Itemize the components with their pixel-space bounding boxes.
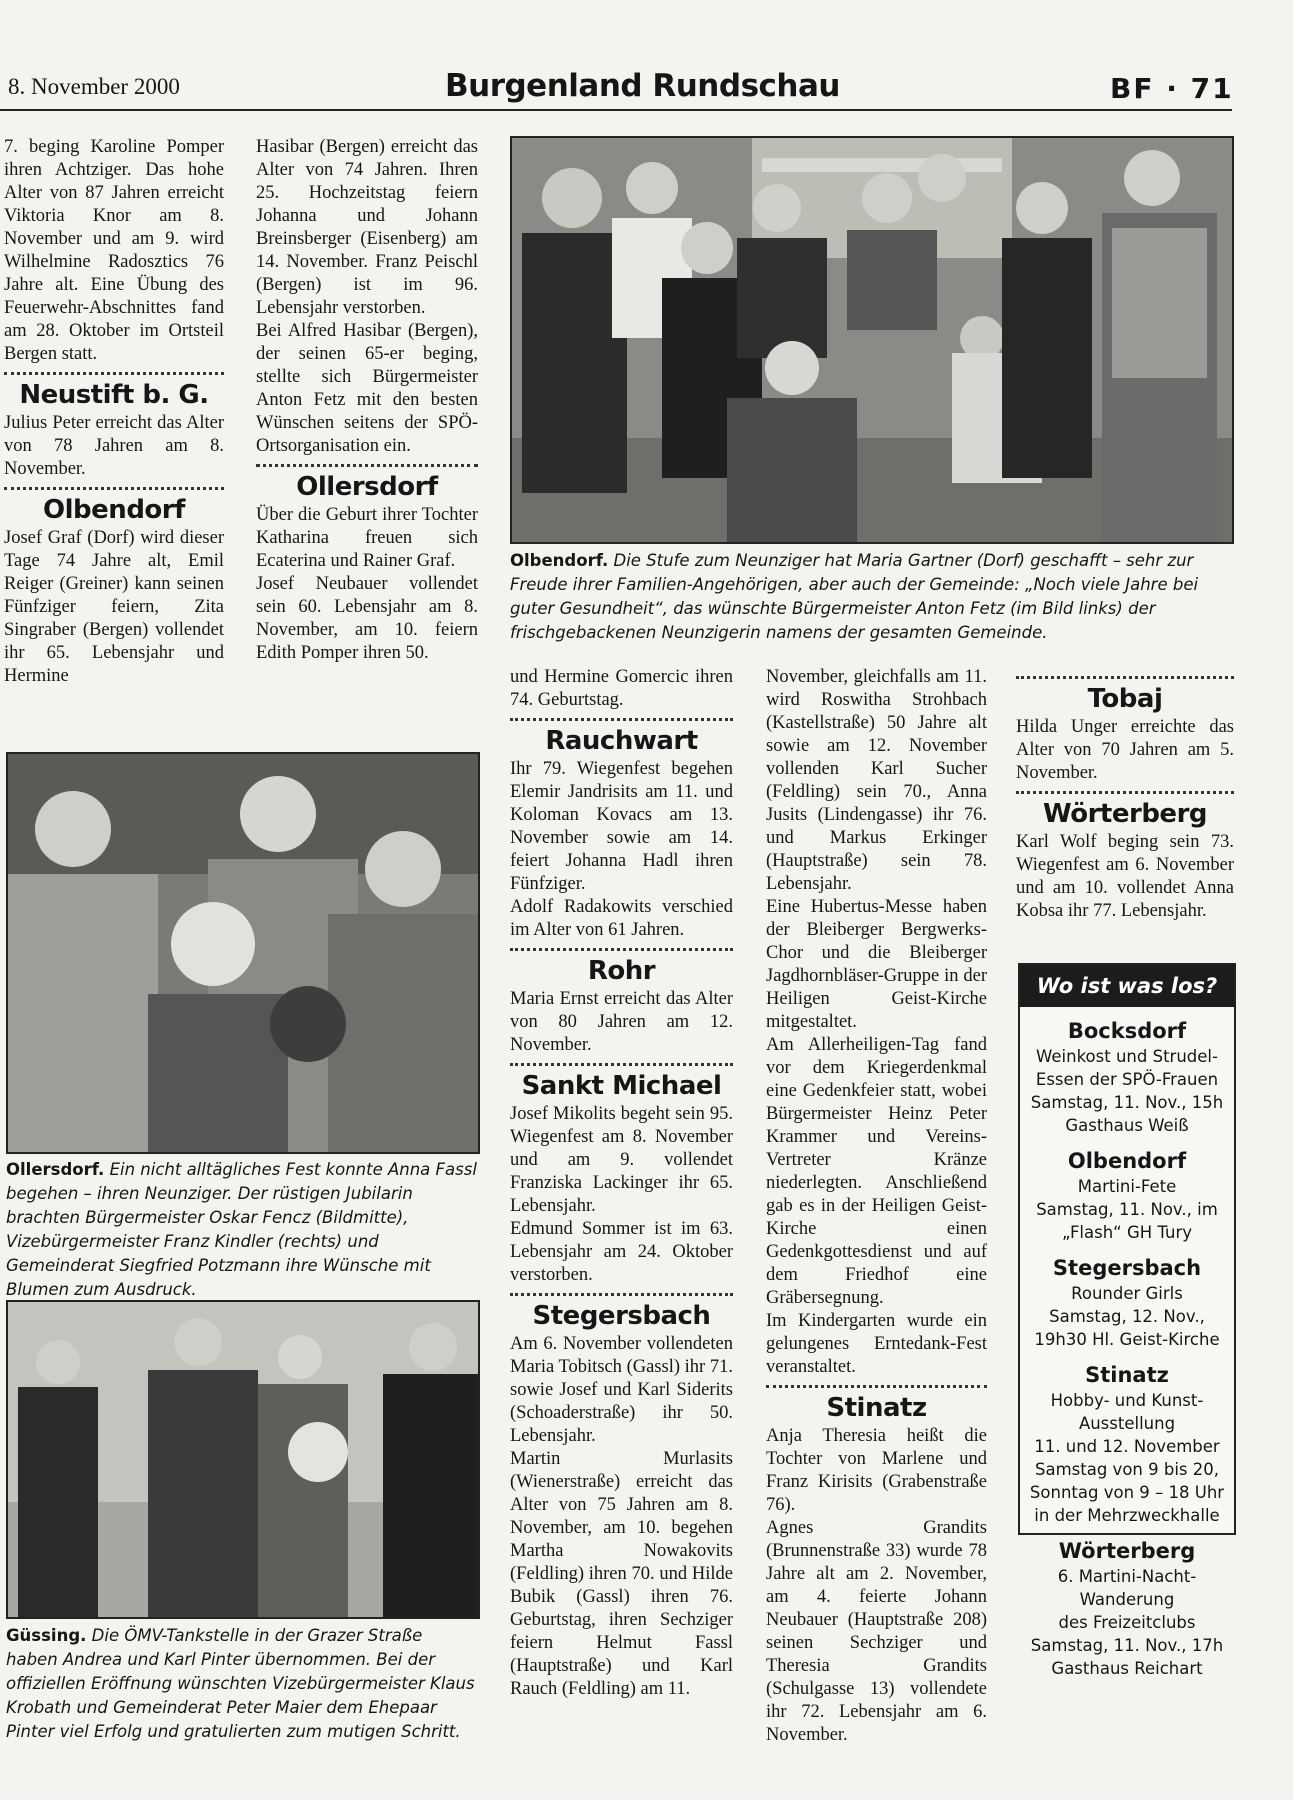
caption-text: Die ÖMV-Tankstelle in der Grazer Straße haben Andrea und Karl Pinter übernommen. Bei der offiziellen Eröffnung wünschten Vizebürgermeister Klaus Krobath und Gemeinderat Peter Maier dem Ehepaar Pinter viel Erfolg und gratulierten zum mutigen Schritt. [6,1626,475,1741]
event-line: Ausstellung [1078,1414,1176,1433]
photo-guessing-image [8,1302,478,1617]
events-list [1020,1017,1234,1680]
event-town: Wörterberg [1058,1539,1196,1563]
paragraph: und Hermine Gomercic ihren 74. Geburtstag. [510,667,733,710]
event-line: „Flash“ GH Tury [1061,1223,1192,1242]
event-line: Samstag von 9 bis 20, [1035,1460,1219,1479]
section-heading-rauchwart: Rauchwart [545,726,698,756]
column-3 [510,666,733,1701]
section-heading-rohr: Rohr [587,956,656,986]
dotted-divider [510,948,733,951]
paragraph: Hilda Unger erreichte das Alter von 70 Jahren am 5. November. [1016,717,1234,783]
dotted-divider [4,487,224,490]
event-line: Rounder Girls [1071,1284,1183,1303]
paragraph: Im Kindergarten wurde ein gelungenes Erntedank-Fest veranstaltet. [766,1311,987,1377]
event-item [1020,1537,1234,1680]
photo-olbendorf-image [512,138,1232,542]
section-heading-stegersbach: Stegersbach [532,1301,711,1331]
paragraph: Karl Wolf beging sein 73. Wiegenfest am 6. November und am 10. vollendet Anna Kobsa ihr 77. Lebensjahr. [1016,832,1234,921]
caption-text: Die Stufe zum Neunziger hat Maria Gartner (Dorf) geschafft – sehr zur Freude ihrer Familien-Angehörigen, aber auch der Gemeinde: „Noch viele Jahre bei guter Gesundheit“, das wünschte Bürgermeister Anton Fetz (im Bild links) der frischgebackenen Neunzigerin namens der gesamten Gemeinde. [510,551,1199,642]
caption-lead: Olbendorf. [510,551,609,570]
paragraph: Josef Neubauer vollendet sein 60. Lebensjahr am 8. November, am 10. feiern Edith Pomper ihren 50. [256,574,478,663]
paragraph: Maria Ernst erreicht das Alter von 80 Jahren am 12. November. [510,989,733,1055]
dotted-divider [1016,676,1234,679]
section-heading-tobaj: Tobaj [1087,684,1163,714]
paragraph: November, gleichfalls am 11. wird Roswitha Strohbach (Kastellstraße) 50 Jahre alt sowie am 12. November vollenden Karl Sucher (Feldling) sein 70., Anna Jusits (Lindengasse) ihr 76. und Markus Erkinger (Hauptstraße) sein 78. Lebensjahr. [766,667,987,894]
event-item [1020,1017,1234,1137]
paragraph: Martin Murlasits (Wienerstraße) erreicht das Alter von 75 Jahren am 8. November, am 10. begehen Martha Nowakovits (Feldling) ihren 70. und Hilde Bubik (Gassl) ihren 76. Geburtstag, ihren Sechziger feiern Helmut Fassl (Hauptstraße) und Karl Rauch (Feldling) am 11. [510,1449,733,1699]
event-line: 19h30 Hl. Geist-Kirche [1034,1330,1220,1349]
caption-text: Ein nicht alltägliches Fest konnte Anna Fassl begehen – ihren Neunziger. Der rüstigen Jubilarin brachten Bürgermeister Oskar Fencz (Bildmitte), Vizebürgermeister Franz Kindler (rechts) und Gemeinderat Siegfried Potzmann ihre Wünsche mit Blumen zum Ausdruck. [6,1160,477,1299]
paragraph: Eine Hubertus-Messe haben der Bleiberger Bergwerks-Chor und die Bleiberger Jagdhornbläser-Gruppe in der Heiligen Geist-Kirche mitgestaltet. [766,897,987,1032]
event-line: Martini-Fete [1077,1177,1177,1196]
section-heading-neustift: Neustift b. G. [19,380,209,410]
paragraph: Josef Graf (Dorf) wird dieser Tage 74 Jahre alt, Emil Reiger (Greiner) kann seinen Fünfziger feiern, Zita Singraber (Bergen) vollendet ihr 65. Lebensjahr und Hermine [4,528,224,686]
section-heading-olbendorf: Olbendorf [43,495,185,525]
event-line: Samstag, 11. Nov., im [1036,1200,1218,1219]
event-line: Hobby- und Kunst- [1050,1391,1204,1410]
photo-ollersdorf [6,752,480,1154]
paragraph: Über die Geburt ihrer Tochter Katharina freuen sich Ecaterina und Rainer Graf. [256,505,478,571]
newspaper-title: Burgenland Rundschau [445,68,840,104]
event-item [1020,1254,1234,1351]
photo-olbendorf-family [510,136,1234,544]
events-title: Wo ist was los? [1020,965,1234,1007]
event-line: 6. Martini-Nacht- [1057,1567,1197,1586]
dotted-divider [256,464,478,467]
page-number: BF · 71 [1110,72,1234,105]
event-line: Weinkost und Strudel- [1036,1047,1218,1066]
dotted-divider [766,1385,987,1388]
section-heading-ollersdorf: Ollersdorf [296,472,438,502]
paragraph: Am Allerheiligen-Tag fand vor dem Kriegerdenkmal eine Gedenkfeier statt, wobei Bürgermeister Heinz Peter Krammer und Vereins-Vertreter Kränze niederlegten. Anschließend gab es in der Heiligen Geist-Kirche einen Gedenkgottesdienst und auf dem Friedhof eine Gräbersegnung. [766,1035,987,1308]
event-line: Essen der SPÖ-Frauen [1035,1070,1219,1089]
paragraph: Am 6. November vollendeten Maria Tobitsch (Gassl) ihr 71. sowie Josef und Karl Siderits (Schoaderstraße) ihr 50. Lebensjahr. [510,1334,733,1446]
caption-ollersdorf [6,1158,478,1302]
photo-guessing [6,1300,480,1619]
event-item [1020,1147,1234,1244]
event-town: Stegersbach [1052,1256,1202,1280]
caption-lead: Güssing. [6,1626,87,1645]
photo-ollersdorf-image [8,754,478,1152]
issue-date: 8. November 2000 [8,74,180,99]
paragraph: Ihr 79. Wiegenfest begehen Elemir Jandrisits am 11. und Koloman Kovacs am 13. November sowie am 14. feiert Johanna Hadl ihren Fünfziger. [510,759,733,894]
paragraph: Bei Alfred Hasibar (Bergen), der seinen 65-er beging, stellte sich Bürgermeister Anton Fetz mit den besten Wünschen seitens der SPÖ-Ortsorganisation ein. [256,321,478,456]
paragraph: Edmund Sommer ist im 63. Lebensjahr am 24. Oktober verstorben. [510,1219,733,1285]
paragraph: Adolf Radakowits verschied im Alter von 61 Jahren. [510,897,733,940]
column-1 [4,136,224,688]
paragraph: Agnes Grandits (Brunnenstraße 33) wurde 78 Jahre alt am 2. November, am 4. feierte Johann Neubauer (Hauptstraße 208) seinen Sechziger und Theresia Grandits (Schulgasse 13) vollendete ihr 72. Lebensjahr am 6. November. [766,1518,987,1745]
event-line: Gasthaus Weiß [1065,1116,1189,1135]
events-box [1018,963,1236,1678]
dotted-divider [4,372,224,375]
column-2 [256,136,478,665]
column-4 [766,666,987,1747]
event-line: Samstag, 11. Nov., 15h [1030,1093,1224,1112]
event-line: Wanderung [1079,1590,1175,1609]
paragraph: Julius Peter erreicht das Alter von 78 Jahren am 8. November. [4,413,224,479]
paragraph: 7. beging Karoline Pomper ihren Achtziger. Das hohe Alter von 87 Jahren erreicht Viktoria Knor am 8. November und am 9. wird Wilhelmine Radosztics 76 Jahre alt. Eine Übung des Feuerwehr-Abschnittes fand am 28. Oktober im Ortsteil Bergen statt. [4,137,224,364]
paragraph: Josef Mikolits begeht sein 95. Wiegenfest am 8. November und am 9. vollendet Franziska Lackinger ihr 65. Lebensjahr. [510,1104,733,1216]
column-5 [1016,670,1234,923]
section-heading-sankt-michael: Sankt Michael [521,1071,722,1101]
event-line: Samstag, 11. Nov., 17h [1030,1636,1224,1655]
event-line: Sonntag von 9 – 18 Uhr [1029,1483,1225,1502]
section-heading-woerterberg: Wörterberg [1043,799,1207,829]
dotted-divider [510,1063,733,1066]
event-line: des Freizeitclubs [1058,1613,1196,1632]
event-line: 11. und 12. November [1034,1437,1220,1456]
paragraph: Anja Theresia heißt die Tochter von Marlene und Franz Kirisits (Grabenstraße 76). [766,1426,987,1515]
caption-guessing [6,1624,478,1744]
caption-olbendorf [510,549,1232,645]
event-line: Gasthaus Reichart [1051,1659,1203,1678]
event-town: Stinatz [1085,1363,1169,1387]
paragraph: Hasibar (Bergen) erreicht das Alter von 74 Jahren. Ihren 25. Hochzeitstag feiern Johanna und Johann Breinsberger (Eisenberg) am 14. November. Franz Peischl (Bergen) ist im 96. Lebensjahr verstorben. [256,137,478,318]
event-town: Bocksdorf [1067,1019,1187,1043]
dotted-divider [510,1293,733,1296]
section-heading-stinatz: Stinatz [826,1393,927,1423]
event-line: Samstag, 12. Nov., [1049,1307,1205,1326]
event-item [1020,1361,1234,1527]
event-line: in der Mehrzweckhalle [1034,1506,1220,1525]
event-town: Olbendorf [1067,1149,1187,1173]
dotted-divider [1016,791,1234,794]
dotted-divider [510,718,733,721]
caption-lead: Ollersdorf. [6,1160,105,1179]
header-rule [0,109,1232,111]
